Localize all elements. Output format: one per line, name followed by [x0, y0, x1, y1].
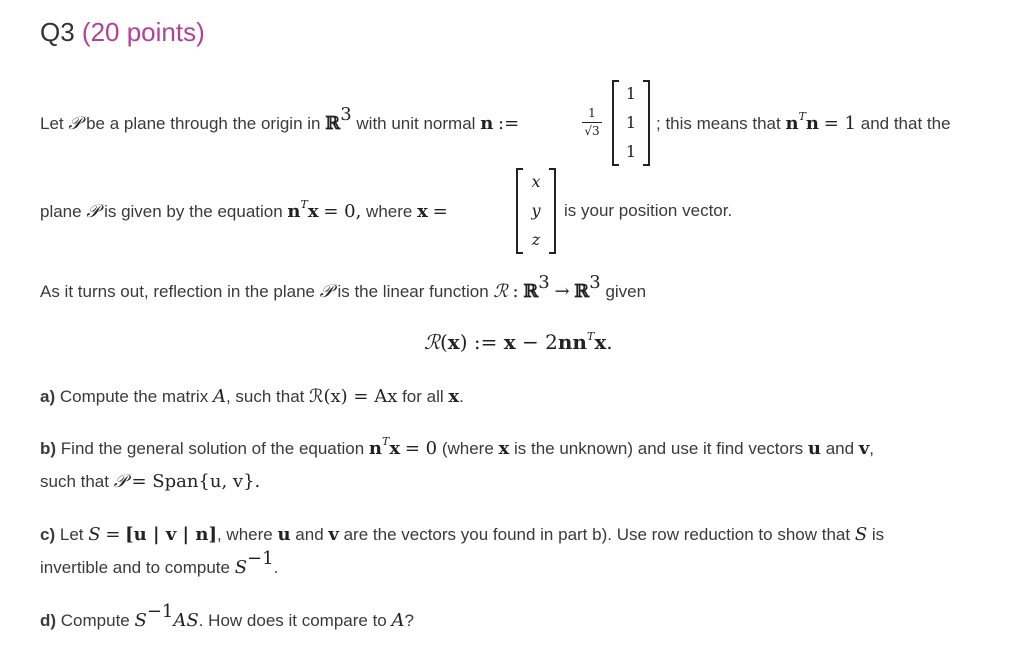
part-b-line-1: b) Find the general solution of the equation $n^Tx = 0$ (where x is the unknown) and use it find vectors u and v,	[40, 435, 875, 459]
intro-line-2: plane 𝒫 is given by the equation $n^Tx = 0$, where x =	[40, 198, 448, 222]
position-vector-entry: z	[531, 230, 541, 249]
part-d: d) Compute $S^{-1}AS$. How does it compare to A?	[40, 601, 414, 631]
intro-line-1: Let 𝒫 be a plane through the origin in ℝ$^3$ with unit normal n :=	[40, 104, 520, 134]
question-heading	[40, 17, 205, 48]
reals-symbol: ℝ	[325, 113, 341, 134]
position-vector-entry: y	[531, 201, 541, 220]
part-c-label: c)	[40, 525, 56, 544]
position-vector-entry: x	[531, 172, 541, 191]
normal-vector-entry: 1	[625, 113, 637, 132]
part-a: a) Compute the matrix A, such that ℛ(x) = Ax for all x.	[40, 386, 464, 407]
position-vector-matrix	[516, 168, 556, 254]
part-b-line-2: such that 𝒫 = Span{u, v}.	[40, 471, 261, 492]
part-c-line-1: c) Let S = [u | v | n], where u and v are the vectors you found in part b). Use row reduction to show that S is	[40, 524, 885, 545]
part-b-label: b)	[40, 439, 57, 458]
normal-vector-entry: 1	[625, 84, 637, 103]
intro-line-1-tail: ; this means that $n^Tn = 1$ and that the	[656, 110, 951, 134]
question-number: Q3	[40, 17, 75, 47]
question-points: (20 points)	[81, 17, 205, 47]
plane-symbol: 𝒫	[68, 113, 82, 134]
position-vector-text: is your position vector.	[564, 201, 733, 220]
normal-vector-entry: 1	[625, 142, 637, 161]
fraction-numerator: 1	[588, 106, 596, 120]
fraction-bar	[582, 122, 602, 123]
reflection-sentence: As it turns out, reflection in the plane 𝒫 is the linear function ℛ : ℝ$^3$ → ℝ$^3$ given	[40, 272, 647, 302]
fraction-denominator: √3	[584, 124, 600, 138]
part-c-line-2: invertible and to compute $S^{-1}$.	[40, 548, 279, 578]
reflection-formula: ℛ(x) := $x - 2nn^Tx$.	[424, 330, 613, 354]
part-d-label: d)	[40, 611, 57, 630]
normal-vector-matrix	[612, 80, 650, 166]
part-a-label: a)	[40, 387, 56, 406]
